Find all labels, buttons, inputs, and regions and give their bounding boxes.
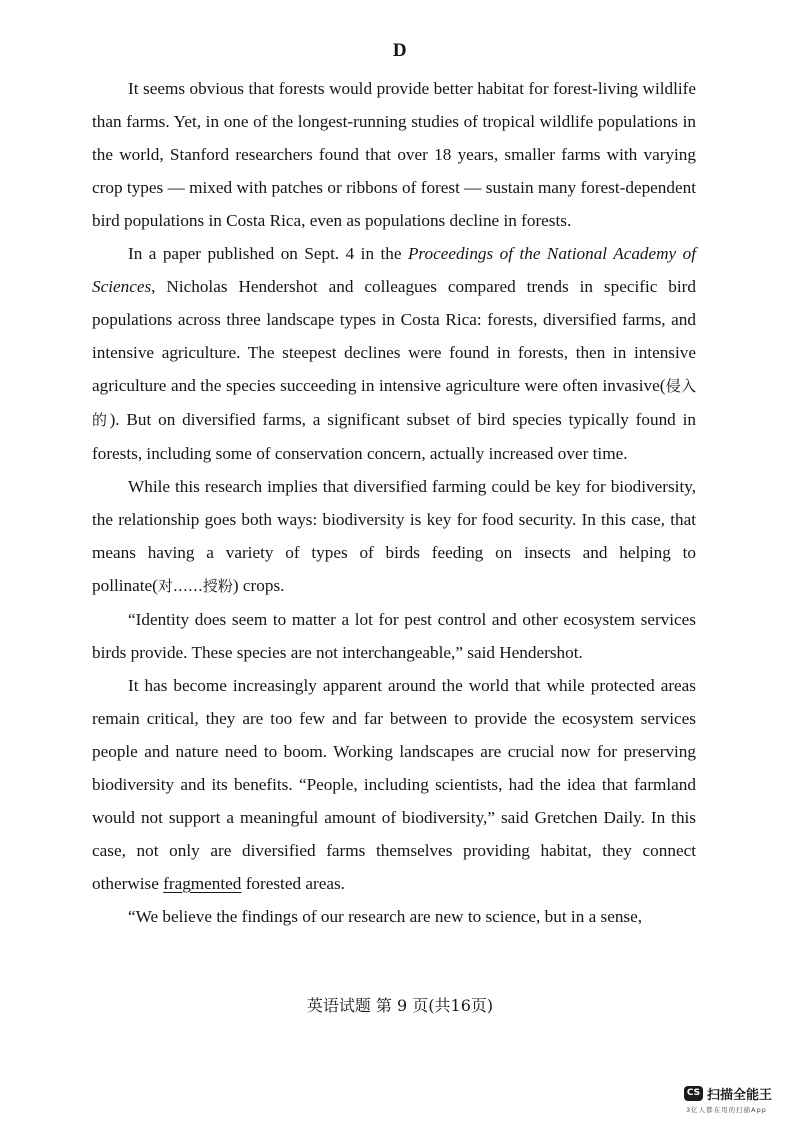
journal-title: Proceedings of the National Academy of Sciences [92,244,696,296]
paragraph-3-part-a: While this research implies that diversified farming could be key for biodiversity, the relationship goes both ways: biodiversity is key for food security. In this case, that means having a variety of types of birds feeding on insects and helping to pollinate( [92,477,696,595]
passage-heading: D [392,40,408,61]
paragraph-2 [92,237,696,470]
paragraph-5-part-a: It has become increasingly apparent around the world that while protected areas remain critical, they are too few and far between to provide the ecosystem services people and nature need to boom. Working landscapes are crucial now for preserving biodiversity and its benefits. “People, including scientists, had the idea that farmland would not support a meaningful amount of biodiversity,” said Gretchen Daily. In this case, not only are diversified farms themselves providing habitat, they connect otherwise [92,676,696,893]
paragraph-4: “Identity does seem to matter a lot for pest control and other ecosystem services birds provide. These species are not interchangeable,” said Hendershot. [92,610,696,662]
gloss-invasive: 侵入的 [92,377,696,429]
paragraph-3-part-b: ) crops. [232,576,285,595]
scanner-watermark [684,1084,794,1124]
underlined-word-fragmented: fragmented [163,874,242,893]
watermark-tagline: 3亿人都在用的扫描App [686,1106,767,1114]
paragraph-5-part-b: forested areas. [241,874,345,893]
passage-body [92,72,696,933]
paragraph-2-part-b: , Nicholas Hendershot and colleagues compared trends in specific bird populations across three landscape types in Costa Rica: forests, diversified farms, and intensive agriculture. The steepest declines were found in forests, then in intensive agriculture and the species succeeding in intensive agriculture were often invasive( [92,277,696,395]
paragraph-2-part-c: ). But on diversified farms, a significant subset of bird species typically found in forests, including some of conservation concern, actually increased over time. [92,410,696,463]
paragraph-6: “We believe the findings of our research are new to science, but in a sense, [128,907,643,926]
paragraph-1: It seems obvious that forests would provide better habitat for forest-living wildlife than farms. Yet, in one of the longest-running studies of tropical wildlife populations in the world, Stanford researchers found that over 18 years, smaller farms with varying crop types — mixed with patches or ribbons of forest — sustain many forest-dependent bird populations in Costa Rica, even as populations decline in forests. [92,79,696,230]
paragraph-2-part-a: In a paper published on Sept. 4 in the [128,244,408,263]
paragraph-5 [92,669,696,900]
watermark-app-name: 扫描全能王 [707,1088,773,1103]
camscanner-logo-icon: CS [684,1086,703,1101]
gloss-pollinate: 对……授粉 [157,577,233,595]
paragraph-3 [92,470,696,603]
page-footer: 英语试题 第 9 页(共16页) [306,996,494,1015]
